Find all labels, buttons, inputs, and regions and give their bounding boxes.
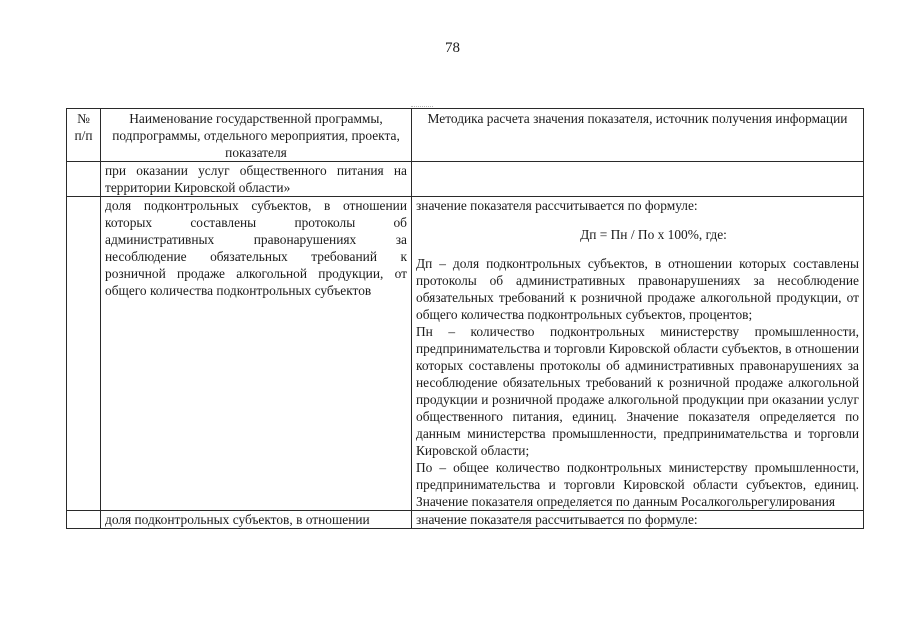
row-name: при оказании услуг общественного питания на территории Кировской области» <box>101 162 412 197</box>
header-num: № п/п <box>67 109 101 162</box>
header-method: Методика расчета значения показателя, источник получения информации <box>412 109 864 162</box>
definition-pn: Пн – количество подконтрольных министерству промышленности, предпринимательства и торговли Кировской области субъектов, в отношении которых составлены протоколы об административных правонарушениях за несоблюдение обязательных требований к розничной продаже алкогольной продукции и розничной продаже алкогольной продукции при оказании услуг общественного питания, единиц. Значение показателя определяется по данным министерства промышленности, предпринимательства и торговли Кировской области; <box>416 324 859 458</box>
row-method: значение показателя рассчитывается по формуле: <box>412 511 864 529</box>
row-name: доля подконтрольных субъектов, в отношении которых составлены протоколы об административных правонарушениях за несоблюдение обязательных требований к розничной продаже алкогольной продукции, от общего количества подконтрольных субъектов <box>101 197 412 511</box>
indicator-table <box>66 108 864 529</box>
scan-artifact <box>411 100 433 107</box>
row-method <box>412 197 864 511</box>
formula: Дп = Пн / По x 100%, где: <box>580 227 727 242</box>
definition-po: По – общее количество подконтрольных министерству промышленности, предпринимательства и торговли Кировской области субъектов, единиц. Значение показателя определяется по данным Росалкогольрегулирования <box>416 460 859 509</box>
row-num <box>67 511 101 529</box>
method-intro: значение показателя рассчитывается по формуле: <box>416 198 698 213</box>
table-row <box>67 197 864 511</box>
row-num <box>67 162 101 197</box>
row-name: доля подконтрольных субъектов, в отношении <box>101 511 412 529</box>
row-num <box>67 197 101 511</box>
header-name: Наименование государственной программы, подпрограммы, отдельного мероприятия, проекта, показателя <box>101 109 412 162</box>
table-header-row <box>67 109 864 162</box>
table-row <box>67 511 864 529</box>
page-number: 78 <box>445 40 460 56</box>
definition-dp: Дп – доля подконтрольных субъектов, в отношении которых составлены протоколы об административных правонарушениях за несоблюдение обязательных требований к розничной продаже алкогольной продукции, от общего количества подконтрольных субъектов, процентов; <box>416 256 859 322</box>
row-method <box>412 162 864 197</box>
table-row <box>67 162 864 197</box>
